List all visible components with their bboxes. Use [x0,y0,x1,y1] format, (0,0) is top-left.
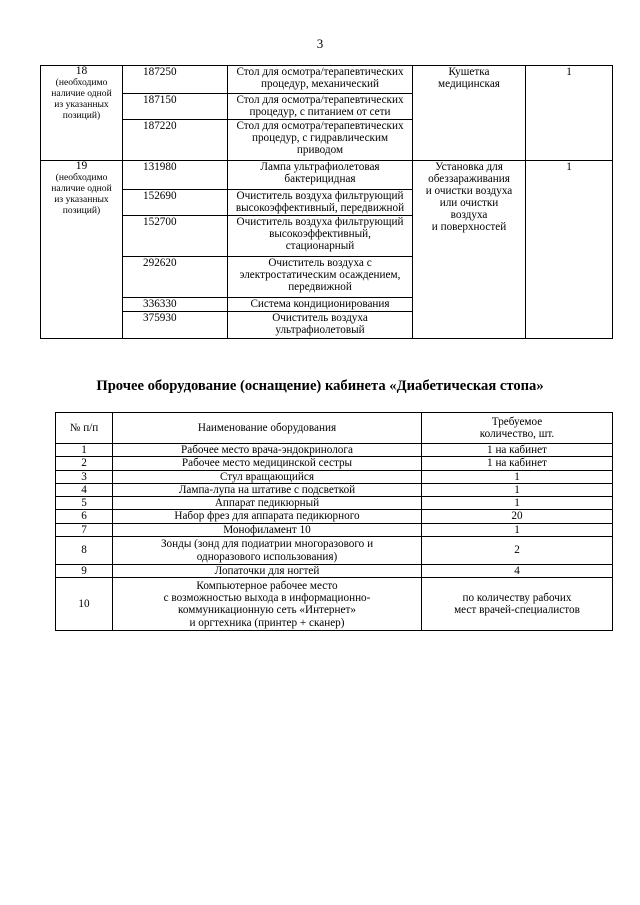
table-row [56,470,613,483]
quantity-cell: 1 [526,161,613,339]
row-number: 10 [56,578,113,631]
equipment-name: Рабочее место врача-эндокринолога [113,444,422,457]
equipment-table-continuation [40,65,613,339]
item-code: 187150 [123,94,228,120]
equipment-name: Стул вращающийся [113,470,422,483]
table-row [56,444,613,457]
item-code: 187220 [123,120,228,161]
required-quantity: 20 [422,510,613,523]
required-quantity: 1 [422,483,613,496]
row-number: 5 [56,497,113,510]
required-quantity: 4 [422,565,613,578]
equipment-name: Набор фрез для аппарата педикюрного [113,510,422,523]
required-quantity: 1 [422,523,613,536]
item-name: Стол для осмотра/терапевтических процедур, механический [228,66,413,94]
page-number: 3 [316,36,324,51]
equipment-name: Лопаточки для ногтей [113,565,422,578]
quantity-cell: 1 [526,66,613,161]
item-name: Очиститель воздуха с электростатическим осаждением, передвижной [228,257,413,298]
purpose-cell: Установка для обеззараживания и очистки воздуха или очистки воздуха и поверхностей [413,161,526,339]
table-row [41,161,613,190]
table-row [56,510,613,523]
item-name: Очиститель воздуха фильтрующий высокоэффективный, передвижной [228,190,413,216]
position-cell: 19 (необходимо наличие одной из указанных позиций) [41,161,123,339]
equipment-name: Лампа-лупа на штативе с подсветкой [113,483,422,496]
table-row [56,578,613,631]
header-num: № п/п [56,413,113,444]
item-name: Лампа ультрафиолетовая бактерицидная [228,161,413,190]
header-required: Требуемое количество, шт. [422,413,613,444]
table-row [56,565,613,578]
row-number: 2 [56,457,113,470]
row-number: 4 [56,483,113,496]
equipment-name: Зонды (зонд для подиатрии многоразового и одноразового использования) [113,537,422,565]
item-code: 187250 [123,66,228,94]
table-row [56,523,613,536]
item-code: 292620 [123,257,228,298]
purpose-cell: Кушетка медицинская [413,66,526,161]
item-name: Стол для осмотра/терапевтических процедур, с гидравлическим приводом [228,120,413,161]
required-quantity: 1 на кабинет [422,444,613,457]
table-row [56,457,613,470]
row-number: 1 [56,444,113,457]
equipment-name: Монофиламент 10 [113,523,422,536]
row-number: 8 [56,537,113,565]
required-quantity: по количеству рабочих мест врачей-специалистов [422,578,613,631]
table-row [56,497,613,510]
table-row [56,483,613,496]
row-number: 6 [56,510,113,523]
row-number: 3 [56,470,113,483]
equipment-name: Компьютерное рабочее место с возможностью выхода в информационно- коммуникационную сеть «Интернет» и оргтехника (принтер + сканер) [113,578,422,631]
item-code: 131980 [123,161,228,190]
equipment-name: Аппарат педикюрный [113,497,422,510]
row-number: 7 [56,523,113,536]
item-name: Очиститель воздуха ультрафиолетовый [228,312,413,339]
item-name: Стол для осмотра/терапевтических процедур, с питанием от сети [228,94,413,120]
required-quantity: 1 на кабинет [422,457,613,470]
other-equipment-table [55,412,613,631]
item-code: 336330 [123,298,228,312]
table-row [56,537,613,565]
header-name: Наименование оборудования [113,413,422,444]
section-title: Прочее оборудование (оснащение) кабинета «Диабетическая стопа» [96,378,544,394]
equipment-name: Рабочее место медицинской сестры [113,457,422,470]
required-quantity: 2 [422,537,613,565]
table-header-row [56,413,613,444]
item-code: 152700 [123,216,228,257]
row-number: 9 [56,565,113,578]
table-row [41,66,613,94]
required-quantity: 1 [422,497,613,510]
item-code: 375930 [123,312,228,339]
required-quantity: 1 [422,470,613,483]
item-code: 152690 [123,190,228,216]
item-name: Система кондиционирования [228,298,413,312]
position-cell: 18 (необходимо наличие одной из указанных позиций) [41,66,123,161]
item-name: Очиститель воздуха фильтрующий высокоэффективный, стационарный [228,216,413,257]
